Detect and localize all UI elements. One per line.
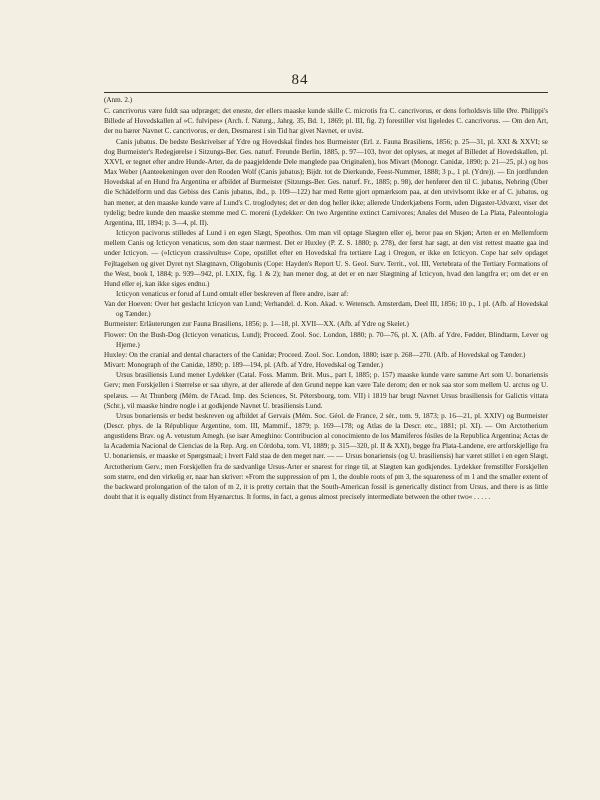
reference-mivart: Mivart: Monograph of the Canidæ, 1890; p. 189—194, pl. (Afb. af Ydre, Hovedskal og Tænder.): [104, 361, 383, 370]
header-rule: [104, 92, 548, 93]
body-text: [104, 95, 548, 502]
paragraph-canis-jubatus: Canis jubatus. De bedste Beskrivelser af Ydre og Hovedskal findes hos Burmeister (Erl. z. Fauna Brasiliens, 1856; p. 25—31, pl. XXI & XXVI; se dog Burmeister's Redegjørelse i Sitzungs-Ber. Ges. naturf. Freunde Berlin, 1885, p. 97—103, hvor det oplyses, at meget af Billedet af Hovedskallen, pl. XXVI, er tegnet efter andre Hunde-Arter, da de paagjeldende Dele manglede paa Originalen), hos Mivart (Monogr. Canidæ, 1890; p. 21—25, pl.) og hos Max Weber (Aanteekeningen over den Rooden Wolf (Canis jubatus); Bijdr. tot de Dierkunde, Feest-Nummer, 1888; 3 p., 1 pl. (Ydre)). — En jordfunden Hovedskal af en Hund fra Argentina er afbildet af Burmeister (Sitzungs-Ber. Ges. naturf. Fr., 1885; p. 98), der henfører den til C. jubatus, Nehring (Über die Schädelform und das Gebiss des Canis jubatus, ibd., p. 109—122) har med Rette gjort opmærksom paa, at den utvivlsomt ikke er af C. jubatus, og han mener, at den maaske kunde være af Lund's C. troglodytes; det er den dog heller ikke; allerede Underkjæbens Form, uden Digaster-Udvæxt, viser det tydelig; bedre kunde den maaske stemme med C. moreni (Lydekker: On two Argentine extinct Carnivores; Anales del Museo de La Plata, Paleontologia Argentina, III, 1894; p. 3—4, pl. II).: [104, 137, 548, 227]
reference-burmeister: Burmeister: Erläuterungen zur Fauna Brasiliens, 1856; p. 1—18, pl. XVII—XX. (Afb. af Ydre og Skelet.): [104, 320, 409, 329]
paragraph-ursus-bonariensis: Ursus bonariensis er bedst beskreven og afbildet af Gervais (Mém. Soc. Géol. de France, 2 sér., tom. 9, 1873; p. 16—21, pl. XXIV) og Burmeister (Descr. phys. de la République Argentine, tom. III, Mammif., 1879; p. 169—178; og Atlas de la Descr. etc., 1881; pl. XI). — Om Arctotherium angustidens Brav. og A. vetustum Amegh. (se især Ameghino: Contribucion al conocimiento de los Mamíferos fósiles de la Republica Argentina; Actas de la Academia Nacional de Ciencias de la Rep. Arg. en Córdoba, tom. VI, 1889; p. 315—320, pl. II & XXI), begge fra Plata-Landene, ere artforskjellige fra U. bonariensis, er maaske et Spørgsmaal; i hvert Fald staa de den meget nær. — — Ursus bonariensis (og U. brasiliensis) har været stillet i en egen Slægt, Arctotherium Gerv.; men Forskjellen fra de sædvanlige Ursus-Arter er snarest for ringe til, at Slægten kan godkjendes. Lydekker fremstiller Forskjellen som større, end den virkelig er, naar han skriver: »From the suppression of pm 1, the double roots of pm 3, the squareness of m 1 and the smaller extent of the backward prolongation of the talon of m 2, it is pretty certain that the South-American fossil is generically distinct from Ursus, and there is as little doubt that it is equally distinct from Hyænarctus. It forms, in fact, a genus almost precisely intermediate between the other two« . . . . .: [104, 411, 548, 502]
page-number: 84: [291, 72, 309, 88]
note-reference: (Anm. 2.): [104, 96, 133, 104]
paragraph-cancrivorus: C. cancrivorus være fuldt saa udpræget; det eneste, der ellers maaske kunde skille C. microtis fra C. cancrivorus, er dens forholdsvis lille Øre. Philippi's Billede af Hovedskallen af »C. fulvipes« (Arch. f. Naturg., Jahrg. 35, Bd. 1, 1869; pl. III, fig. 2) forestiller vist ligeledes C. cancrivorus. — Om den Art, der nu bærer Navnet C. cancrivorus, er den, Desmarest i sin Tid har givet Navnet, er uvist.: [104, 107, 548, 136]
paragraph-ursus-brasiliensis: Ursus brasiliensis Lund mener Lydekker (Catal. Foss. Mamm. Brit. Mus., part I, 1885; p. 157) maaske kunde være samme Art som U. bonariensis Gerv; men Forskjellen i Størrelse er saa uhyre, at der allerede af den Grund neppe kan være Tale derom; den er nok saa stor som mellem U. arctus og U. spelæus. — At Thunberg (Mém. de l'Acad. Imp. des Sciences, St. Pétersbourg, tom. VII) i 1819 har brugt Navnet Ursus brasiliensis for Galictis vittata (Schr.), vil maaske hindre nogle i at godkjende Navnet U. brasiliensis Lund.: [104, 371, 548, 410]
paragraph-icticyon-pacivorus: Icticyon pacivorus stilledes af Lund i en egen Slægt, Speothos. Om man vil optage Slægten eller ej, beror paa en Skjøn; Arten er en Mellemform mellem Canis og Icticyon venaticus, som den staar nærmest. Det er Huxley (P. Z. S. 1880; p. 278), der først har sagt, at den vist rettest maatte gaa ind under Icticyon. — (»Icticyon crassivultus« Cope, opstillet efter en Hovedskal fra tertiære Lag i Oregon, er ikke en Icticyon. Cope har selv opdaget Fejltagelsen og givet Dyret nyt Slægtnavn, Oligobunis (Cope: Hayden's Report U. S. Geol. Surv. Territ., vol. III, Vertebrata of the Tertiary Formations of the West, book I, 1884; p. 939—942, pl. LXIX, fig. 1 & 2); han mener dog, at det er en nær Slægtning af Icticyon, hvad den langtfra er; om det er en Hund eller ej, kan ikke siges endnu.): [104, 229, 548, 288]
reference-van-der-hoeven: Van der Hoeven: Over het geslacht Icticyon van Lund; Verhandel. d. Kon. Akad. v. Wetensch. Amsterdam, Deel III, 1856; 10 p., 1 pl. (Afb. af Hovedskal og Tænder.): [104, 300, 548, 319]
reference-flower: Flower: On the Bush-Dog (Icticyon venaticus, Lund); Proceed. Zool. Soc. London, 1880; p. 70—76, pl. X. (Afb. af Ydre, Fødder, Blindtarm, Lever og Hjerne.): [104, 330, 548, 349]
paragraph-icticyon-venaticus: Icticyon venaticus er forud af Lund omtalt eller beskreven af flere andre, især af:: [116, 289, 349, 298]
reference-huxley: Huxley: On the cranial and dental characters of the Canidæ; Proceed. Zool. Soc. London, 1880; især p. 268—270. (Afb. af Hovedskal og Tænder.): [104, 350, 526, 359]
